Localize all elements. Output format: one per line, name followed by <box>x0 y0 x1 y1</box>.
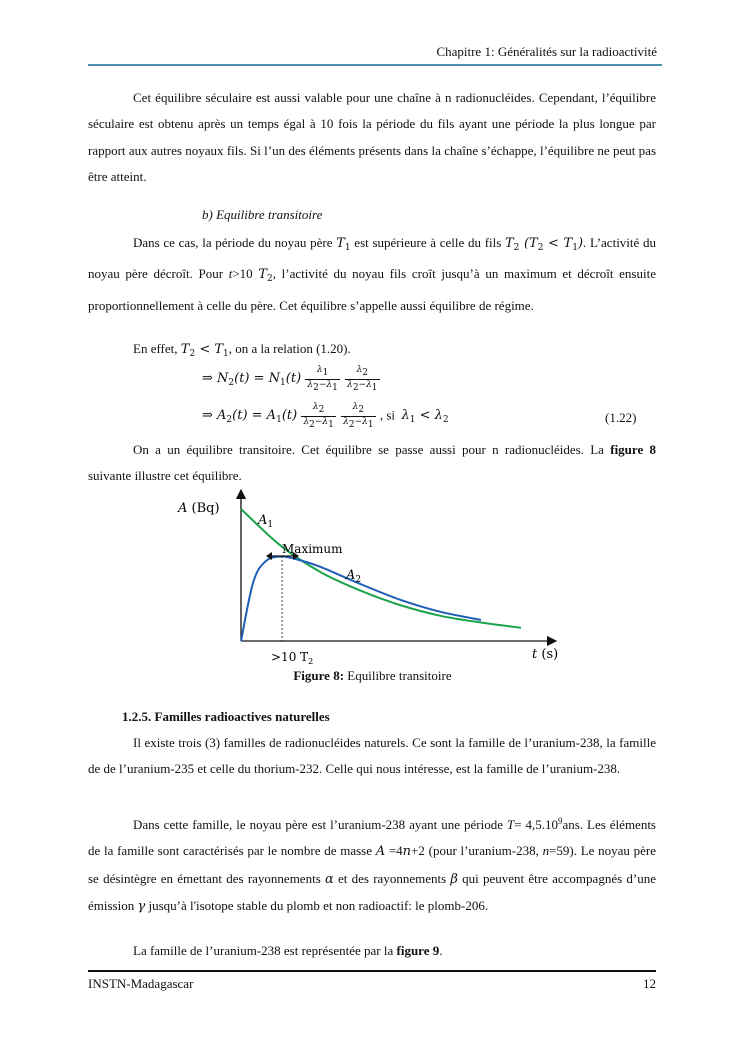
paragraph-relation: En effet, $T_2 < T_1$, on a la relation (1.20). <box>133 341 351 359</box>
subheading-transient: b) Equilibre transitoire <box>202 207 323 222</box>
footer-rule <box>88 970 656 972</box>
y-axis-label: A (Bq) <box>178 501 220 516</box>
footer-institution: INSTN-Madagascar <box>88 976 194 991</box>
paragraph-uranium-238: Dans cette famille, le noyau père est l’uranium-238 ayant une période $T= 4,5.10^9ans$. Les éléments de la famille sont caractérisés par le nombre de masse A =4n+2 (pour l’uranium-238, n=59). Le noyau père se désintègre en émettant des rayonnements α et des rayonnements β qui peuvent être accompagnés d’une émission γ jusqu’à l'isotope stable du plomb et non radioactif: le plomb-206. <box>88 816 656 914</box>
paragraph-figure-9-ref: La famille de l’uranium-238 est représentée par la figure 9. <box>133 943 443 958</box>
series-a1-label: $A_1$ <box>258 513 274 530</box>
series-a2-line <box>241 557 481 641</box>
maximum-label: Maximum <box>282 542 343 556</box>
figure-caption: Figure 8: Equilibre transitoire <box>293 668 452 683</box>
running-header: Chapitre 1: Généralités sur la radioactivité <box>436 44 657 59</box>
equation-number: (1.22) <box>605 410 637 425</box>
page-number: 12 <box>643 976 656 991</box>
paragraph-transient: Dans ce cas, la période du noyau père $T_1$ est supérieure à celle du fils $T_2$ $(T_2 < T_1)$. L’activité du noyau père décroît. Pour t>10 $T_2$, l’activité du noyau fils croît jusqu’à un maximum et décroît ensuite proportionnellement à celle du père. Cet équilibre s’appelle aussi équilibre de régime. <box>88 235 656 313</box>
header-rule <box>88 64 662 66</box>
section-heading: 1.2.5. Familles radioactives naturelles <box>122 709 330 724</box>
series-a2-label: $A_2$ <box>346 568 362 585</box>
figure-8-chart <box>0 488 745 666</box>
x-axis-label: t (s) <box>532 647 559 662</box>
x-tick-label: >10 $T_2$ <box>271 650 314 666</box>
series-a1-line <box>241 509 521 628</box>
paragraph-secular-equilibrium: Cet équilibre séculaire est aussi valable pour une chaîne à n radionucléides. Cependant, l’équilibre séculaire est obtenu après un temps égal à 10 fois la période du fils ayant une période la plus longue par rapport aux autres noyaux fils. Si l’un des éléments présents dans la chaîne s’échappe, l’équilibre ne peut pas être atteint. <box>88 90 656 184</box>
equation-a2: ⇒ $A_2(t) = A_1(t)$ $\frac{\lambda 2}{\lambda 2-\lambda 1}$ $\frac{\lambda 2}{\lambda 2-\lambda 1}$ , si $\lambda_1 < \lambda_2$ <box>202 402 449 430</box>
paragraph-figure-intro: On a un équilibre transitoire. Cet équilibre se passe aussi pour n radionucléides. La figure 8 suivante illustre cet équilibre. <box>88 442 657 484</box>
equation-n2: ⇒ $N_2(t) = N_1(t)$ $\frac{\lambda 1}{\lambda 2-\lambda 1}$ $\frac{\lambda 2}{\lambda 2-\lambda 1}$ <box>202 365 378 393</box>
paragraph-families: Il existe trois (3) familles de radionucléides naturels. Ce sont la famille de l’uranium-238, la famille de de l’uranium-235 et celle du thorium-232. Celle qui nous intéresse, est la famille de l’uranium-238. <box>88 735 656 777</box>
